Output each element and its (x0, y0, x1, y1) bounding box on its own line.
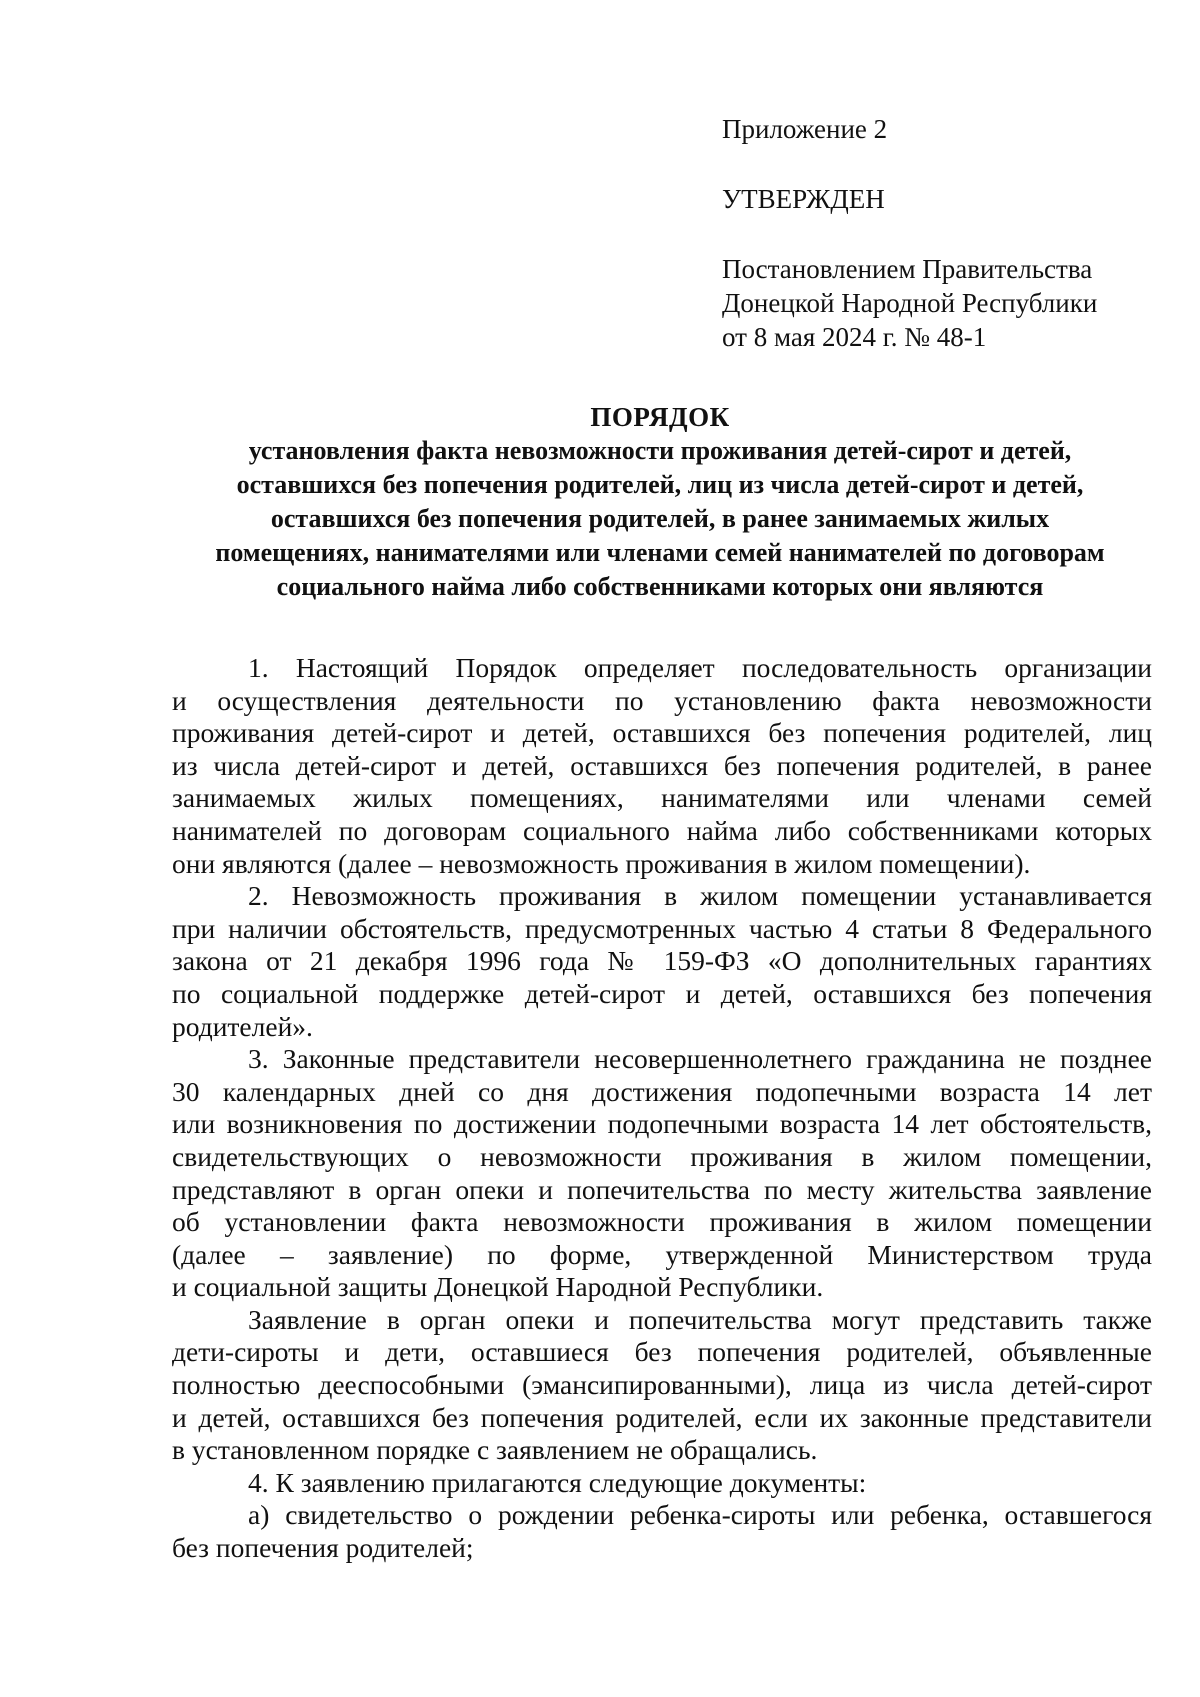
text-line: из числа детей-сирот и детей, оставшихся без попечения родителей, в ранее (172, 749, 1152, 781)
paragraph-1 (172, 652, 1152, 880)
text-line: об установлении факта невозможности проживания в жилом помещении (172, 1206, 1152, 1238)
text-line: полностью дееспособными (эмансипированными), лица из числа детей-сирот (172, 1369, 1152, 1401)
text-line: 1. Настоящий Порядок определяет последовательность организации (248, 652, 1152, 683)
decree-line: от 8 мая 2024 г. № 48-1 (722, 322, 987, 352)
paragraph-4 (172, 1467, 1152, 1500)
text-line: 2. Невозможность проживания в жилом помещении устанавливается (248, 880, 1152, 912)
title-main: ПОРЯДОК (590, 402, 730, 432)
appendix-label: Приложение 2 (722, 114, 888, 144)
text-line: 30 календарных дней со дня достижения подопечными возраста 14 лет (172, 1075, 1152, 1107)
subtitle-line: оставшихся без попечения родителей, в ранее занимаемых жилых (270, 504, 1050, 533)
text-line: при наличии обстоятельств, предусмотренных частью 4 статьи 8 Федерального (172, 912, 1152, 944)
text-line: (далее – заявление) по форме, утвержденной Министерством труда (172, 1238, 1152, 1270)
decree-line: Донецкой Народной Республики (722, 288, 1098, 318)
text-line: дети-сироты и дети, оставшиеся без попечения родителей, объявленные (172, 1336, 1152, 1368)
text-line: по социальной поддержке детей-сирот и детей, оставшихся без попечения (172, 977, 1152, 1009)
text-line: Заявление в орган опеки и попечительства могут представить также (248, 1303, 1152, 1335)
document-body (172, 652, 1152, 1565)
text-line: и детей, оставшихся без попечения родителей, если их законные представители (172, 1401, 1152, 1433)
text-line: закона от 21 декабря 1996 года № 159-ФЗ «О дополнительных гарантиях (172, 945, 1152, 977)
paragraph-3-continued (172, 1304, 1152, 1467)
text-line: представляют в орган опеки и попечительства по месту жительства заявление (172, 1173, 1152, 1205)
subtitle-line: оставшихся без попечения родителей, лиц из числа детей-сирот и детей, (236, 470, 1084, 499)
document-title (160, 400, 1160, 604)
text-line: они являются (далее – невозможность проживания в жилом помещении). (172, 847, 1031, 879)
subtitle-line: установления факта невозможности проживания детей-сирот и детей, (248, 436, 1072, 465)
text-line: в установленном порядке с заявлением не обращались. (172, 1434, 818, 1466)
approval-block (722, 112, 1162, 354)
text-line: без попечения родителей; (172, 1532, 474, 1564)
text-line: занимаемых жилых помещениях, нанимателями или членами семей (172, 782, 1152, 814)
text-line: и социальной защиты Донецкой Народной Республики. (172, 1271, 824, 1303)
text-line: нанимателей по договорам социального найма либо собственниками которых (172, 814, 1152, 846)
text-line: родителей». (172, 1010, 313, 1042)
decree-line: Постановлением Правительства (722, 254, 1093, 284)
paragraph-4a (172, 1499, 1152, 1564)
paragraph-2 (172, 880, 1152, 1043)
text-line: а) свидетельство о рождении ребенка-сироты или ребенка, оставшегося (248, 1499, 1152, 1531)
paragraph-3 (172, 1043, 1152, 1304)
text-line: 4. К заявлению прилагаются следующие документы: (248, 1466, 867, 1498)
text-line: и осуществления деятельности по установлению факта невозможности (172, 684, 1152, 716)
subtitle-line: помещениях, нанимателями или членами семей нанимателей по договорам (215, 538, 1105, 567)
subtitle-line: социального найма либо собственниками которых они являются (276, 572, 1044, 601)
text-line: свидетельствующих о невозможности проживания в жилом помещении, (172, 1140, 1152, 1172)
text-line: проживания детей-сирот и детей, оставшихся без попечения родителей, лиц (172, 717, 1152, 749)
text-line: 3. Законные представители несовершеннолетнего гражданина не позднее (248, 1043, 1152, 1075)
approved-label: УТВЕРЖДЕН (722, 184, 885, 214)
text-line: или возникновения по достижении подопечными возраста 14 лет обстоятельств, (172, 1108, 1152, 1140)
